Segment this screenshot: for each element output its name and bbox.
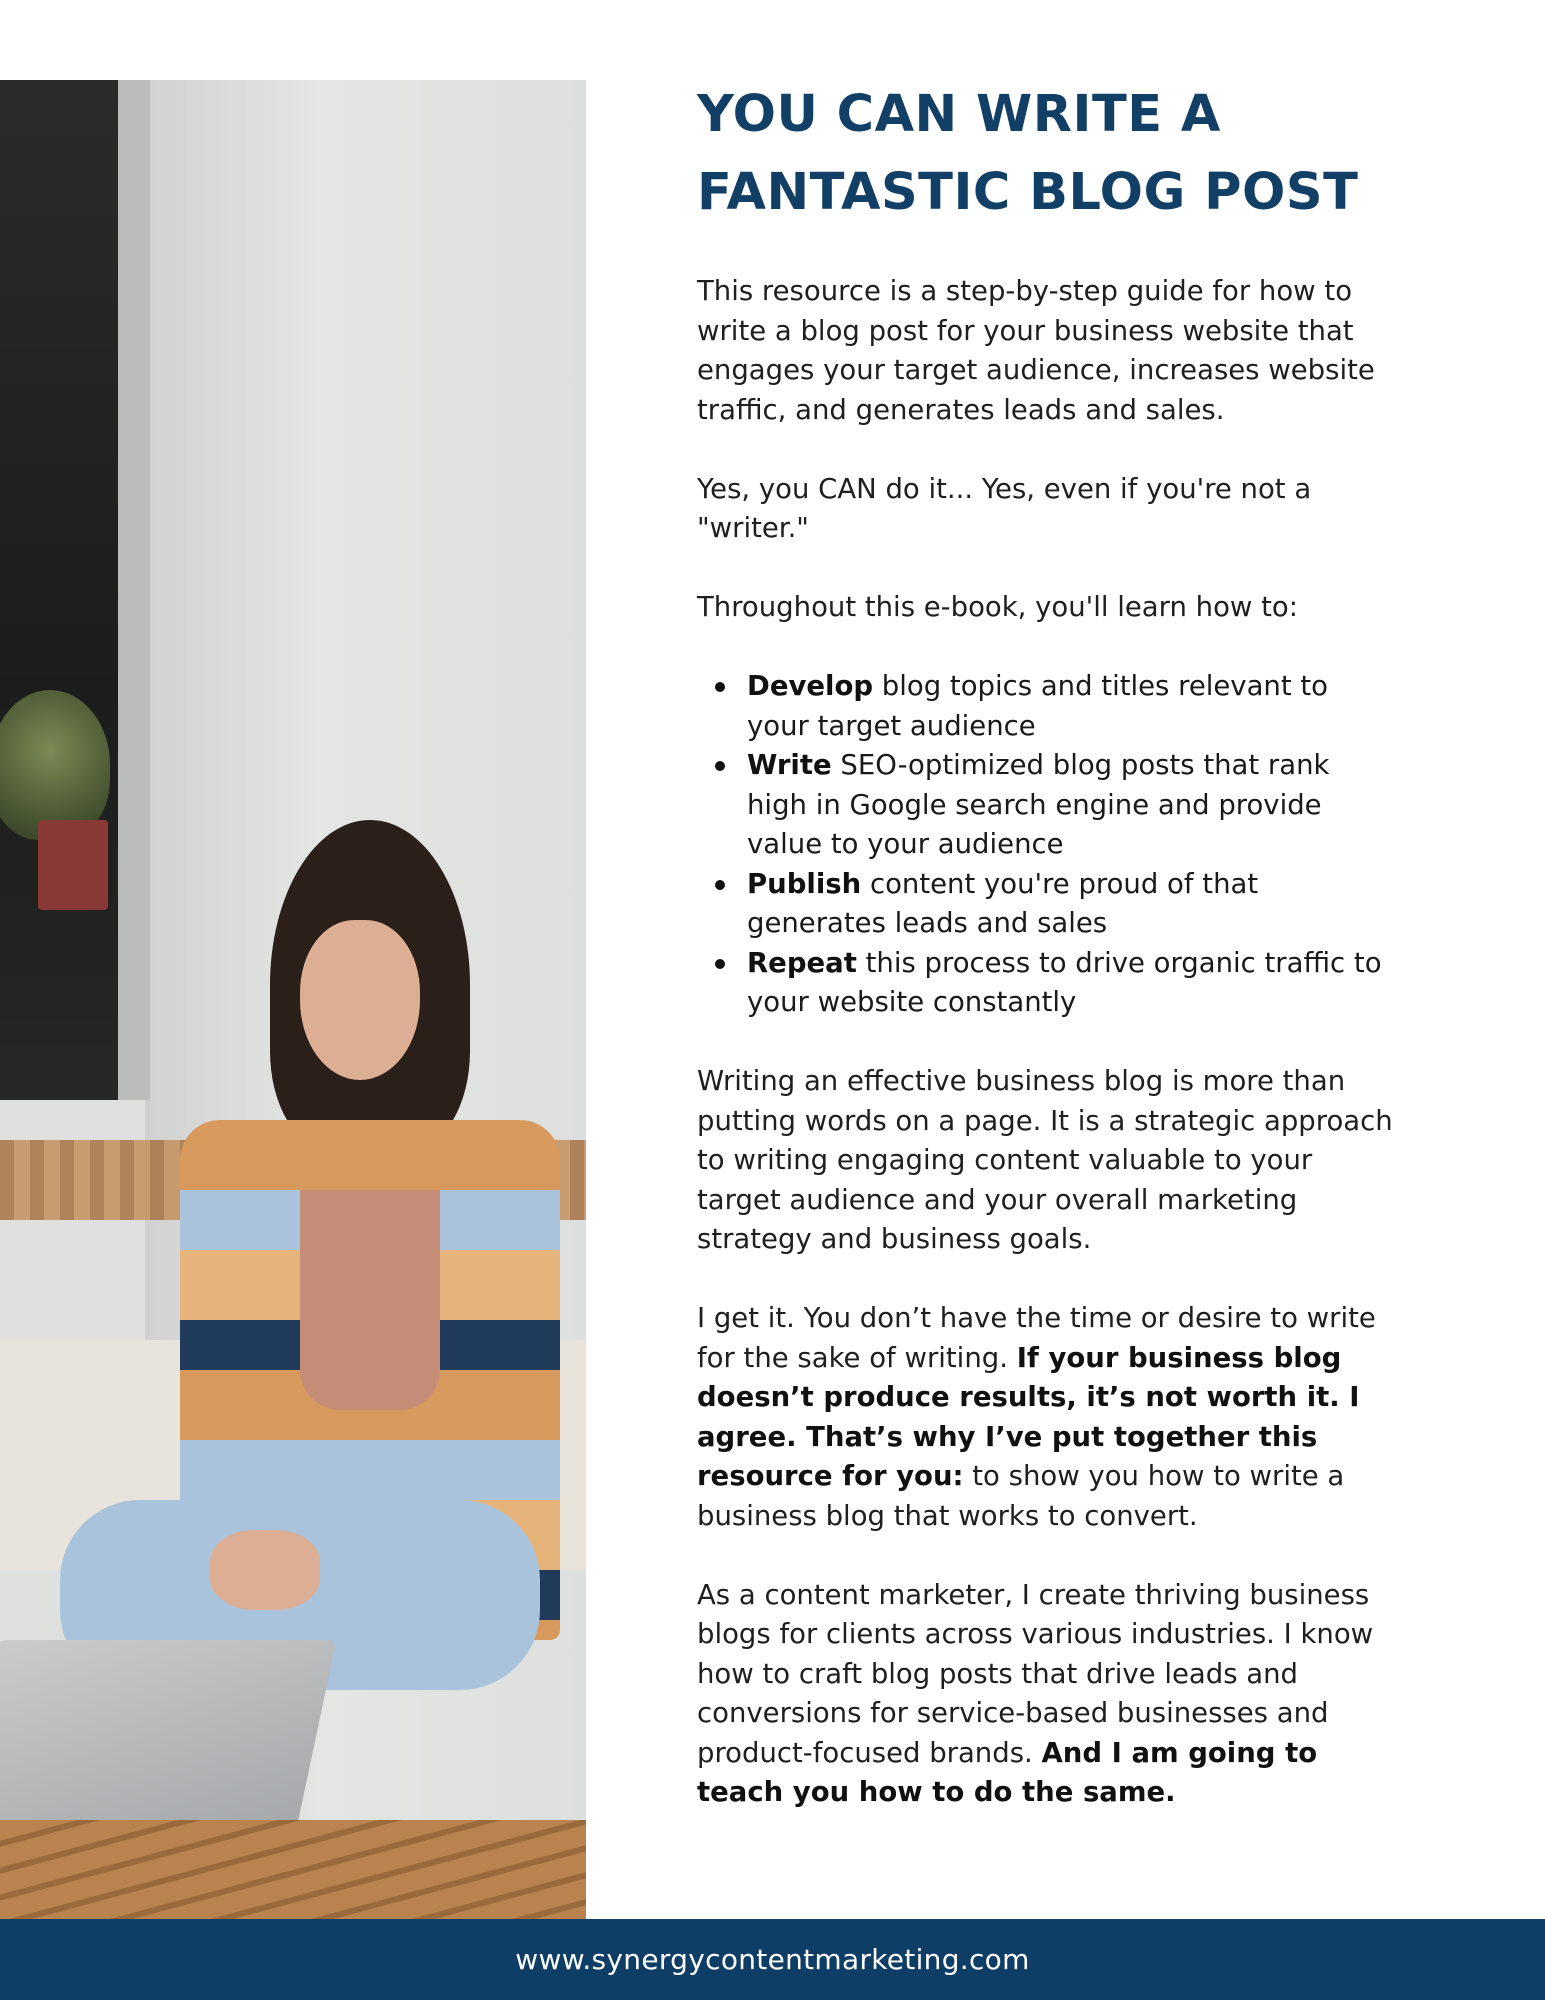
photo-window (0, 80, 118, 1100)
learn-list (697, 667, 1397, 1023)
list-item-text: this process to drive organic traffic to your website constantly (747, 946, 1382, 1018)
getit-text-2: to show you how to write a business blog that works to convert. (697, 1460, 1345, 1532)
photo-hand (210, 1530, 320, 1610)
list-item-bold: Write (747, 749, 832, 781)
photo-face (300, 920, 420, 1080)
marketer-paragraph (697, 1576, 1397, 1813)
list-item-bold: Develop (747, 670, 874, 702)
title-line-2: FANTASTIC BLOG POST (697, 163, 1359, 222)
photo-plant-pot (38, 820, 108, 910)
marketer-text: As a content marketer, I create thriving business blogs for clients across various industries. I know how to craft blog posts that drive leads and conversions for service-based businesses and product-focused brands. (697, 1578, 1374, 1769)
marketer-bold: And I am going to teach you how to do the same. (697, 1736, 1318, 1808)
main-content (697, 76, 1397, 1813)
website-link[interactable]: www.synergycontentmarketing.com (515, 1943, 1030, 1976)
getit-paragraph (697, 1299, 1397, 1536)
title-line-1: YOU CAN WRITE A (697, 85, 1221, 144)
woman-laptop-photo (0, 80, 586, 1920)
photo-plant (0, 690, 110, 840)
list-item (747, 865, 1397, 944)
list-item-text: blog topics and titles relevant to your target audience (747, 670, 1328, 742)
photo-window-frame (118, 80, 150, 1100)
page-title (697, 76, 1397, 232)
list-item (747, 667, 1397, 746)
list-item (747, 746, 1397, 865)
learn-heading: Throughout this e-book, you'll learn how to: (697, 591, 1298, 623)
getit-text-1: I get it. You don’t have the time or desire to write for the sake of writing. (697, 1302, 1376, 1374)
footer-bar (0, 1919, 1545, 2000)
list-item-text: content you're proud of that generates leads and sales (747, 867, 1259, 939)
strategy-paragraph: Writing an effective business blog is more than putting words on a page. It is a strategic approach to writing engaging content valuable to your target audience and your overall marketing strategy and business goals. (697, 1065, 1393, 1255)
list-item (747, 944, 1397, 1023)
list-item-bold: Publish (747, 867, 862, 900)
photo-top (300, 1190, 440, 1410)
list-item-bold: Repeat (747, 946, 857, 979)
photo-table (0, 1820, 586, 1920)
intro-paragraph: This resource is a step-by-step guide for how to write a blog post for your business website that engages your target audience, increases website traffic, and generates leads and sales. (697, 275, 1375, 426)
list-item-text: SEO-optimized blog posts that rank high in Google search engine and provide value to your audience (747, 749, 1330, 860)
getit-bold: If your business blog doesn’t produce results, it’s not worth it. I agree. That’s why I’ve put together this resource for you: (697, 1341, 1360, 1492)
affirmation-paragraph: Yes, you CAN do it... Yes, even if you're not a "writer." (697, 472, 1312, 544)
